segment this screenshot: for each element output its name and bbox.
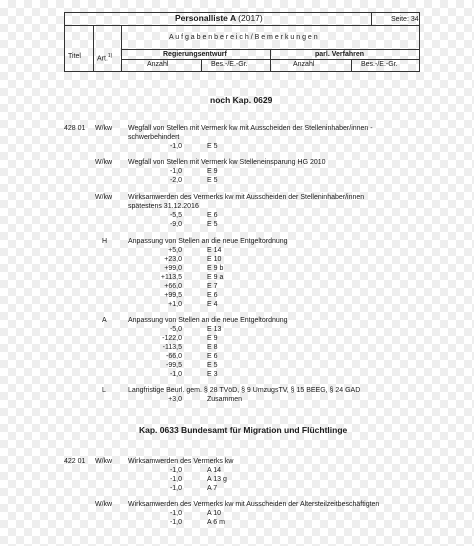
- entry-anzahl: -1,0: [169, 168, 182, 175]
- entry-art: W/kw: [95, 458, 113, 465]
- entry-anzahl: -1,0: [169, 519, 182, 526]
- entry-anzahl: -113,5: [162, 344, 182, 351]
- entry-anzahl: +23,0: [164, 256, 182, 263]
- entry-anzahl: -66,0: [166, 353, 182, 360]
- entry-anzahl: -1,0: [169, 485, 182, 492]
- entry-text: schwerbehindert: [128, 134, 180, 141]
- col-header-regierungsentwurf: Regierungsentwurf: [163, 51, 227, 58]
- entry-art: H: [102, 238, 108, 245]
- col-header-art: Art.: [97, 55, 108, 63]
- col-header-bes-regierung: Bes.-/E.-Gr.: [211, 61, 248, 68]
- entry-anzahl: -5,5: [169, 212, 182, 219]
- entry-text: spätestens 31.12.2016: [128, 203, 199, 210]
- entry-text: Anpassung von Stellen an die neue Entgeltordnung: [128, 238, 288, 245]
- entry-grade: E 6: [207, 212, 218, 219]
- entry-anzahl: -1,0: [169, 371, 182, 378]
- entry-grade: E 6: [207, 353, 218, 360]
- entry-art: A: [102, 317, 107, 324]
- entry-grade: E 5: [207, 143, 218, 150]
- entry-grade: E 14: [207, 247, 222, 254]
- col-header-anzahl-parl: Anzahl: [293, 61, 315, 68]
- entry-art: W/kw: [95, 125, 113, 132]
- entry-text: Langfristige Beurl. gem. § 28 TVöD, § 9 UmzugsTV, § 15 BEEG, § 24 GAD: [128, 387, 361, 394]
- entry-grade: E 9 b: [207, 265, 224, 272]
- entry-grade: E 10: [207, 256, 222, 263]
- entry-grade: A 10: [207, 510, 222, 517]
- entry-anzahl: +1,0: [168, 301, 182, 308]
- entry-anzahl: +99,5: [164, 292, 182, 299]
- entry-art: W/kw: [95, 194, 113, 201]
- entry-grade: E 7: [207, 283, 218, 290]
- entry-grade: E 9: [207, 335, 218, 342]
- document-year: (2017): [238, 13, 263, 23]
- entry-grade: E 4: [207, 301, 218, 308]
- entry-grade: E 5: [207, 362, 218, 369]
- entry-anzahl: +5,0: [168, 247, 182, 254]
- entry-anzahl: -122,0: [162, 335, 182, 342]
- entry-grade: A 14: [207, 467, 222, 474]
- entry-grade: E 9 a: [207, 274, 224, 281]
- entry-anzahl: -99,5: [166, 362, 182, 369]
- col-header-aufgaben: A u f g a b e n b e r e i c h / B e m e r k u n g e n: [169, 34, 318, 41]
- entry-anzahl: +113,5: [160, 274, 182, 281]
- header-table: [64, 12, 420, 72]
- entry-anzahl: +66,0: [164, 283, 182, 290]
- entry-text: Anpassung von Stellen an die neue Entgeltordnung: [128, 317, 288, 324]
- entry-grade: E 13: [207, 326, 222, 333]
- entry-titel: 422 01: [64, 458, 86, 465]
- section-heading-noch-kap: noch Kap. 0629: [210, 95, 273, 105]
- entry-grade: E 9: [207, 168, 218, 175]
- col-header-titel: Titel: [68, 53, 81, 60]
- entry-text: Wegfall von Stellen mit Vermerk kw mit Ausscheiden der Stelleninhaber/innen -: [128, 125, 373, 132]
- entry-art: W/kw: [95, 501, 113, 508]
- entry-grade: E 5: [207, 177, 218, 184]
- col-header-art-footnote: 1): [107, 53, 113, 59]
- entry-anzahl: -1,0: [169, 143, 182, 150]
- col-header-anzahl-regierung: Anzahl: [147, 61, 169, 68]
- entry-grade: Zusammen: [207, 396, 243, 403]
- entry-anzahl: -5,0: [169, 326, 182, 333]
- entry-grade: E 3: [207, 371, 218, 378]
- document-title: Personalliste A: [175, 13, 236, 23]
- entry-grade: E 5: [207, 221, 218, 228]
- entry-art: W/kw: [95, 159, 113, 166]
- entry-art: L: [102, 387, 106, 394]
- entry-text: Wirksamwerden des Vermerks kw mit Ausscheiden der Stelleninhaber/innen: [128, 194, 365, 201]
- entry-text: Wegfall von Stellen mit Vermerk kw Stelleneinsparung HG 2010: [128, 159, 326, 166]
- entry-anzahl: +99,0: [164, 265, 182, 272]
- entry-grade: E 8: [207, 344, 218, 351]
- entry-grade: A 7: [207, 485, 218, 492]
- entry-text: Wirksamwerden des Vermerks kw mit Ausscheiden der Altersteilzeitbeschäftigten: [128, 501, 380, 508]
- entry-anzahl: -2,0: [169, 177, 182, 184]
- entry-anzahl: -9,0: [169, 221, 182, 228]
- entry-grade: E 6: [207, 292, 218, 299]
- entry-anzahl: +3,0: [168, 396, 182, 403]
- entry-grade: A 6 m: [207, 519, 225, 526]
- col-header-bes-parl: Bes.-/E.-Gr.: [361, 61, 398, 68]
- entry-grade: A 13 g: [207, 476, 227, 483]
- entry-anzahl: -1,0: [169, 467, 182, 474]
- entry-titel: 428 01: [64, 125, 86, 132]
- col-header-parl-verfahren: parl. Verfahren: [315, 51, 365, 58]
- page-number: Seite: 34: [391, 16, 419, 23]
- section-heading-kap-0633: Kap. 0633 Bundesamt für Migration und Flüchtlinge: [139, 425, 348, 435]
- entry-anzahl: -1,0: [169, 476, 182, 483]
- entry-anzahl: -1,0: [169, 510, 182, 517]
- entry-text: Wirksamwerden des Vermerks kw: [128, 458, 234, 465]
